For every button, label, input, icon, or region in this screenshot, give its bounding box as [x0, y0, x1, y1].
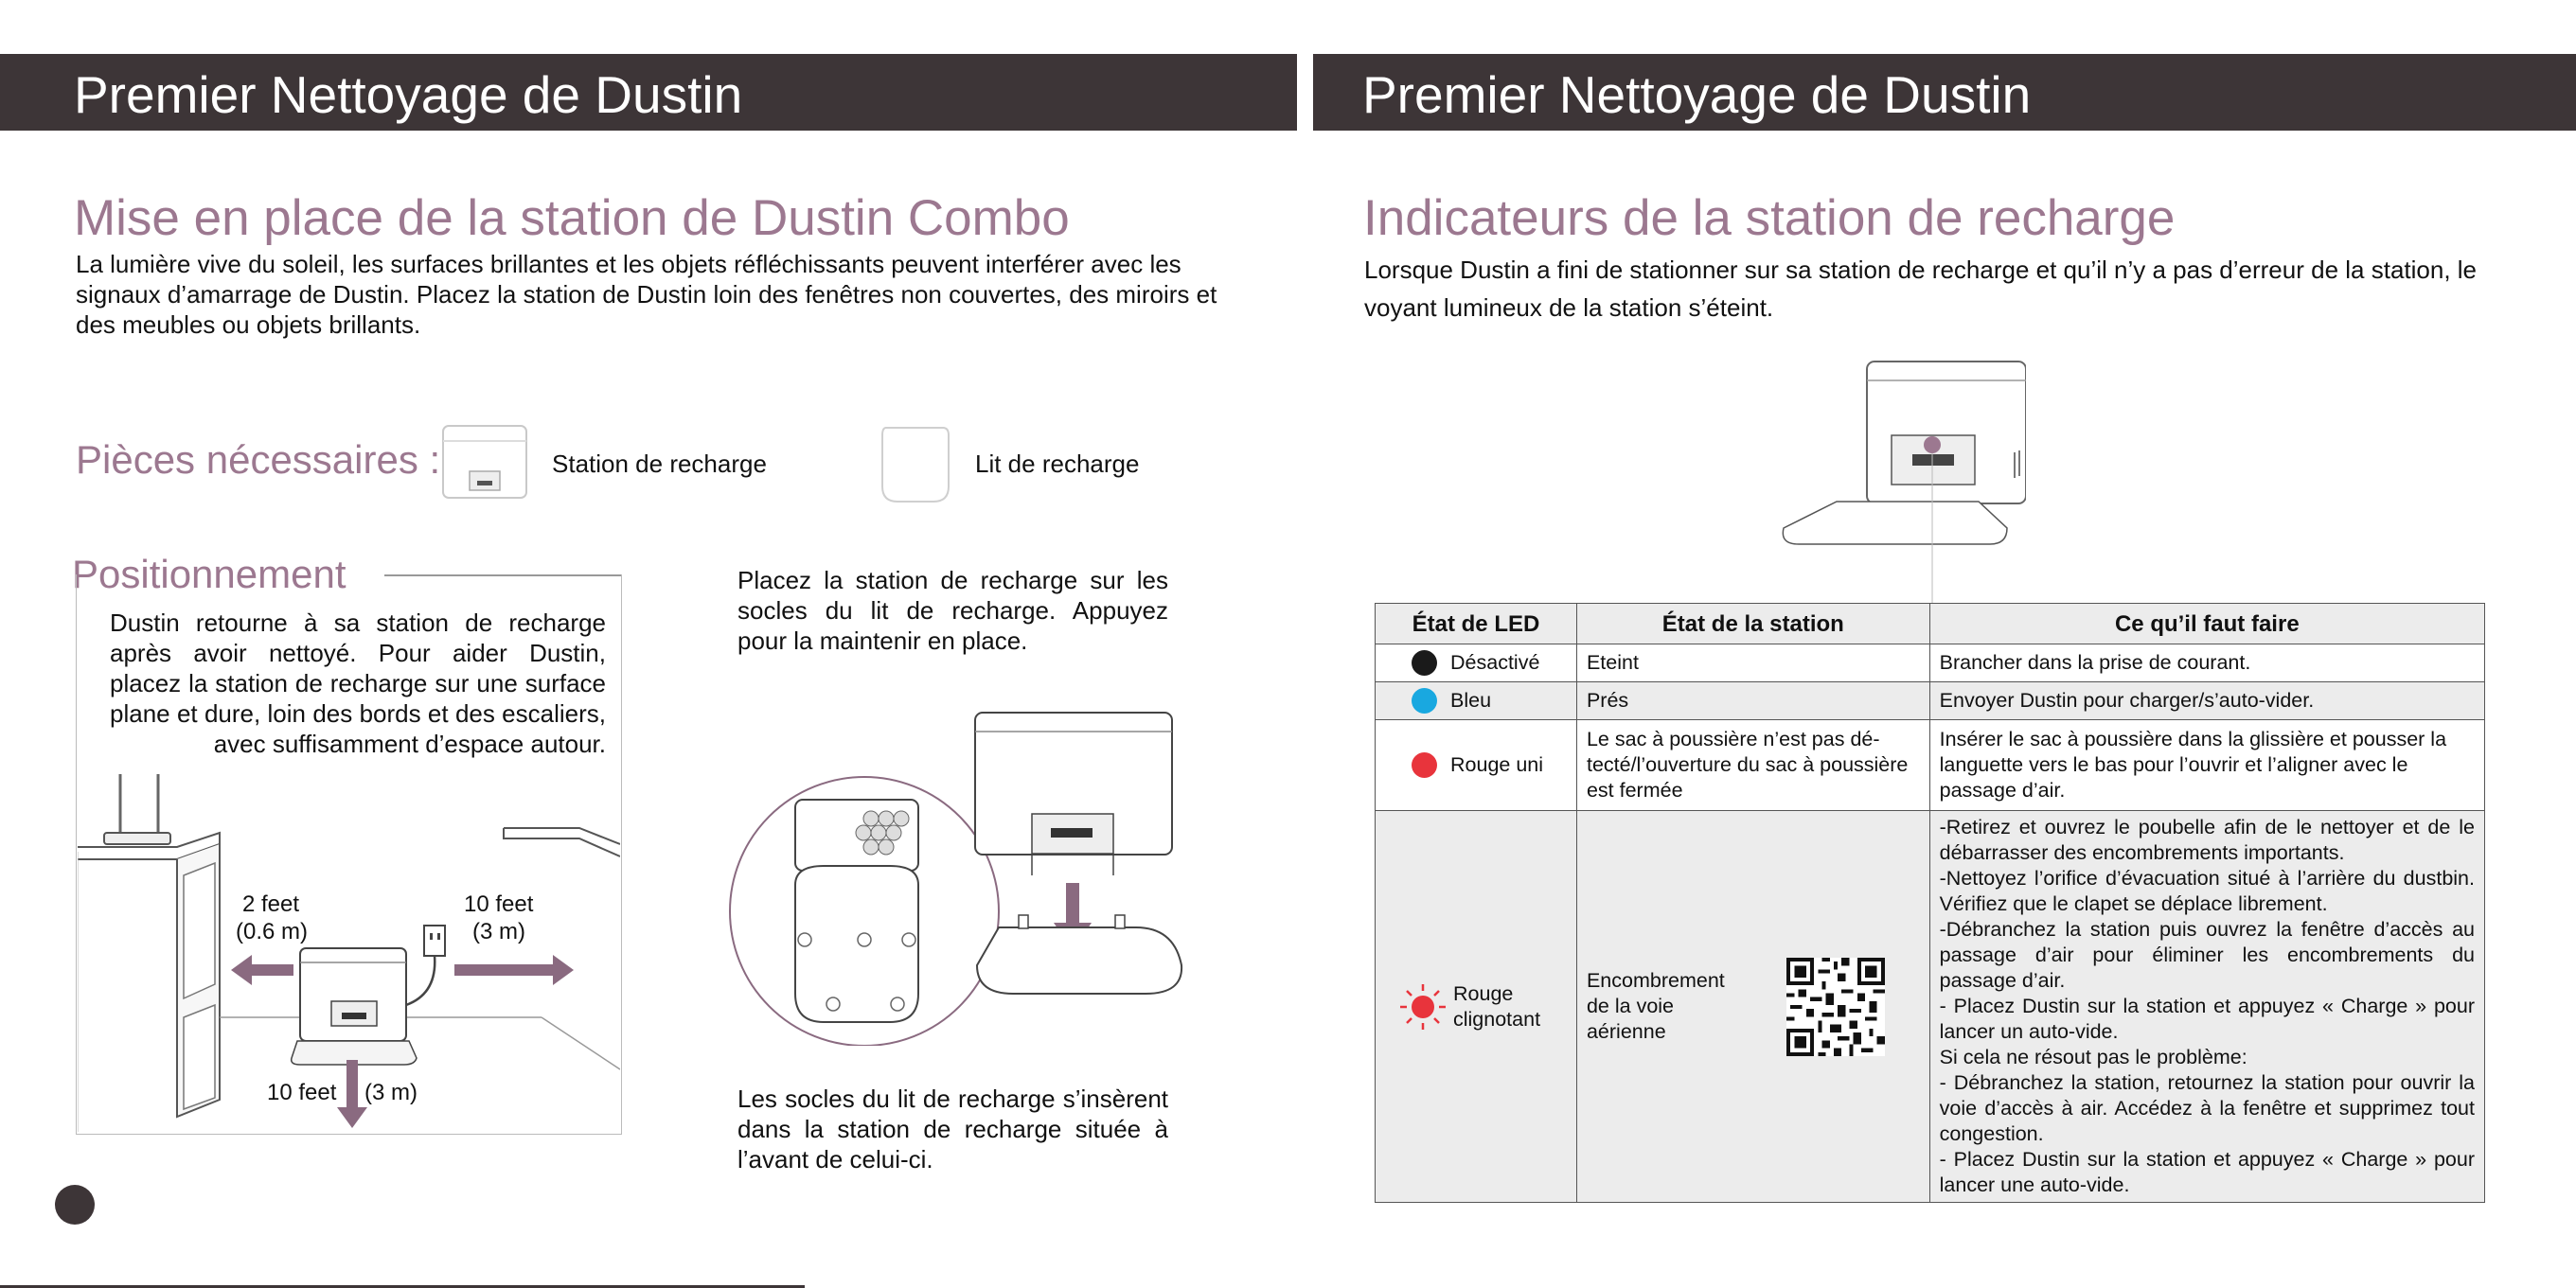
action-line: -Débranchez la station puis ouvrez la fenêtre d’accès au passage d’air pour éliminer les encombrements du passage d’air.: [1939, 918, 2475, 992]
setup-heading: Mise en place de la station de Dustin Combo: [74, 190, 1070, 246]
station-on-bed-illustration: [729, 705, 1183, 1046]
dist-left-meters: (0.6 m): [236, 919, 309, 944]
positioning-text: Dustin retourne à sa station de recharge après avoir nettoyé. Pour aider Dustin, placez la station de recharge sur une surface plane et dure, loin des bords et des escaliers, avec suffisamment d’espace autour.: [110, 609, 606, 758]
led-red-icon: [1412, 752, 1437, 778]
arrow-right-icon: [454, 951, 574, 989]
indicators-heading: Indicateurs de la station de recharge: [1363, 190, 2176, 246]
dist-left-label: 2 feet: [242, 891, 300, 917]
charging-bed-icon: [877, 420, 954, 505]
state-cell: Encombrement de la voie aérienne: [1586, 969, 1725, 1043]
charging-station-led-illustration: [1780, 360, 2026, 606]
state-cell: Eteint: [1576, 644, 1929, 682]
dist-right-label: 10 feet: [464, 891, 534, 917]
table-row: [1376, 811, 2485, 1203]
led-blue-icon: [1412, 688, 1437, 714]
action-cell: [1929, 811, 2484, 1203]
parts-heading: Pièces nécessaires :: [76, 437, 441, 482]
left-page-title: Premier Nettoyage de Dustin: [74, 65, 743, 124]
qr-code-icon[interactable]: [1786, 958, 1885, 1056]
led-label: Rouge clignotant: [1453, 981, 1541, 1031]
action-line: - Débranchez la station, retournez la station pour ouvrir la voie d’accès à air. Accédez à la fenêtre et supprimez tout congestion.: [1939, 1071, 2475, 1145]
led-off-icon: [1412, 650, 1437, 676]
action-cell: Insérer le sac à poussière dans la glissière et pousser la languette vers le bas pour l’ouvrir et l’aligner avec le passage d’air.: [1929, 720, 2484, 811]
socles-text: Les socles du lit de recharge s’insèrent dans la station de recharge située à l’avant de celui-ci.: [737, 1085, 1168, 1173]
charging-station-icon: [437, 422, 532, 502]
table-row: [1376, 682, 2485, 720]
state-cell: Prés: [1576, 682, 1929, 720]
action-line: - Placez Dustin sur la station et appuyez « Charge » pour lancer une auto-vide.: [1939, 1148, 2475, 1196]
page-marker: [55, 1185, 95, 1225]
place-station-text: Placez la station de recharge sur les socles du lit de recharge. Appuyez pour la maintenir en place.: [737, 566, 1168, 655]
col-header-action: Ce qu’il faut faire: [1929, 604, 2484, 644]
action-cell: Brancher dans la prise de courant.: [1929, 644, 2484, 682]
dist-front-label: 10 feet: [267, 1080, 337, 1105]
positioning-heading: Positionnement: [72, 552, 346, 596]
state-cell: Le sac à poussière n’est pas détecté/l’ouverture du sac à poussière est fermée: [1576, 720, 1929, 811]
part2-label: Lit de recharge: [975, 450, 1140, 478]
action-line: - Placez Dustin sur la station et appuyez « Charge » pour lancer un auto-vide.: [1939, 995, 2475, 1043]
indicators-text: Lorsque Dustin a fini de stationner sur sa station de recharge et qu’il n’y a pas d’erreur de la station, le voyant lumineux de la station s’éteint.: [1364, 256, 2478, 322]
part1-label: Station de recharge: [552, 450, 767, 478]
table-row: [1376, 644, 2485, 682]
led-status-table: [1375, 603, 2485, 1203]
action-cell: Envoyer Dustin pour charger/s’auto-vider.: [1929, 682, 2484, 720]
led-label: Rouge uni: [1450, 753, 1544, 776]
arrow-left-icon: [231, 951, 293, 989]
action-line: Si cela ne résout pas le problème:: [1939, 1046, 2247, 1068]
dist-right-meters: (3 m): [472, 919, 525, 944]
setup-text: La lumière vive du soleil, les surfaces brillantes et les objets réfléchissants peuvent interférer avec les signaux d’amarrage de Dustin. Placez la station de Dustin loin des fenêtres non couvertes, des miroirs et des meubles ou objets brillants.: [76, 250, 1217, 339]
col-header-state: État de la station: [1576, 604, 1929, 644]
action-line: -Nettoyez l’orifice d’évacuation situé à l’arrière du dustbin. Vérifiez que le clapet se déplace librement.: [1939, 867, 2475, 915]
col-header-led: État de LED: [1376, 604, 1577, 644]
led-label: Désactivé: [1450, 651, 1540, 674]
blinking-led-icon: [1398, 982, 1448, 1032]
table-row: [1376, 720, 2485, 811]
led-label: Bleu: [1450, 689, 1492, 712]
dist-front-meters: (3 m): [364, 1080, 417, 1105]
action-line: -Retirez et ouvrez le poubelle afin de le nettoyer et de le débarrasser des encombrements importants.: [1939, 816, 2475, 864]
right-page-title: Premier Nettoyage de Dustin: [1362, 65, 2032, 124]
